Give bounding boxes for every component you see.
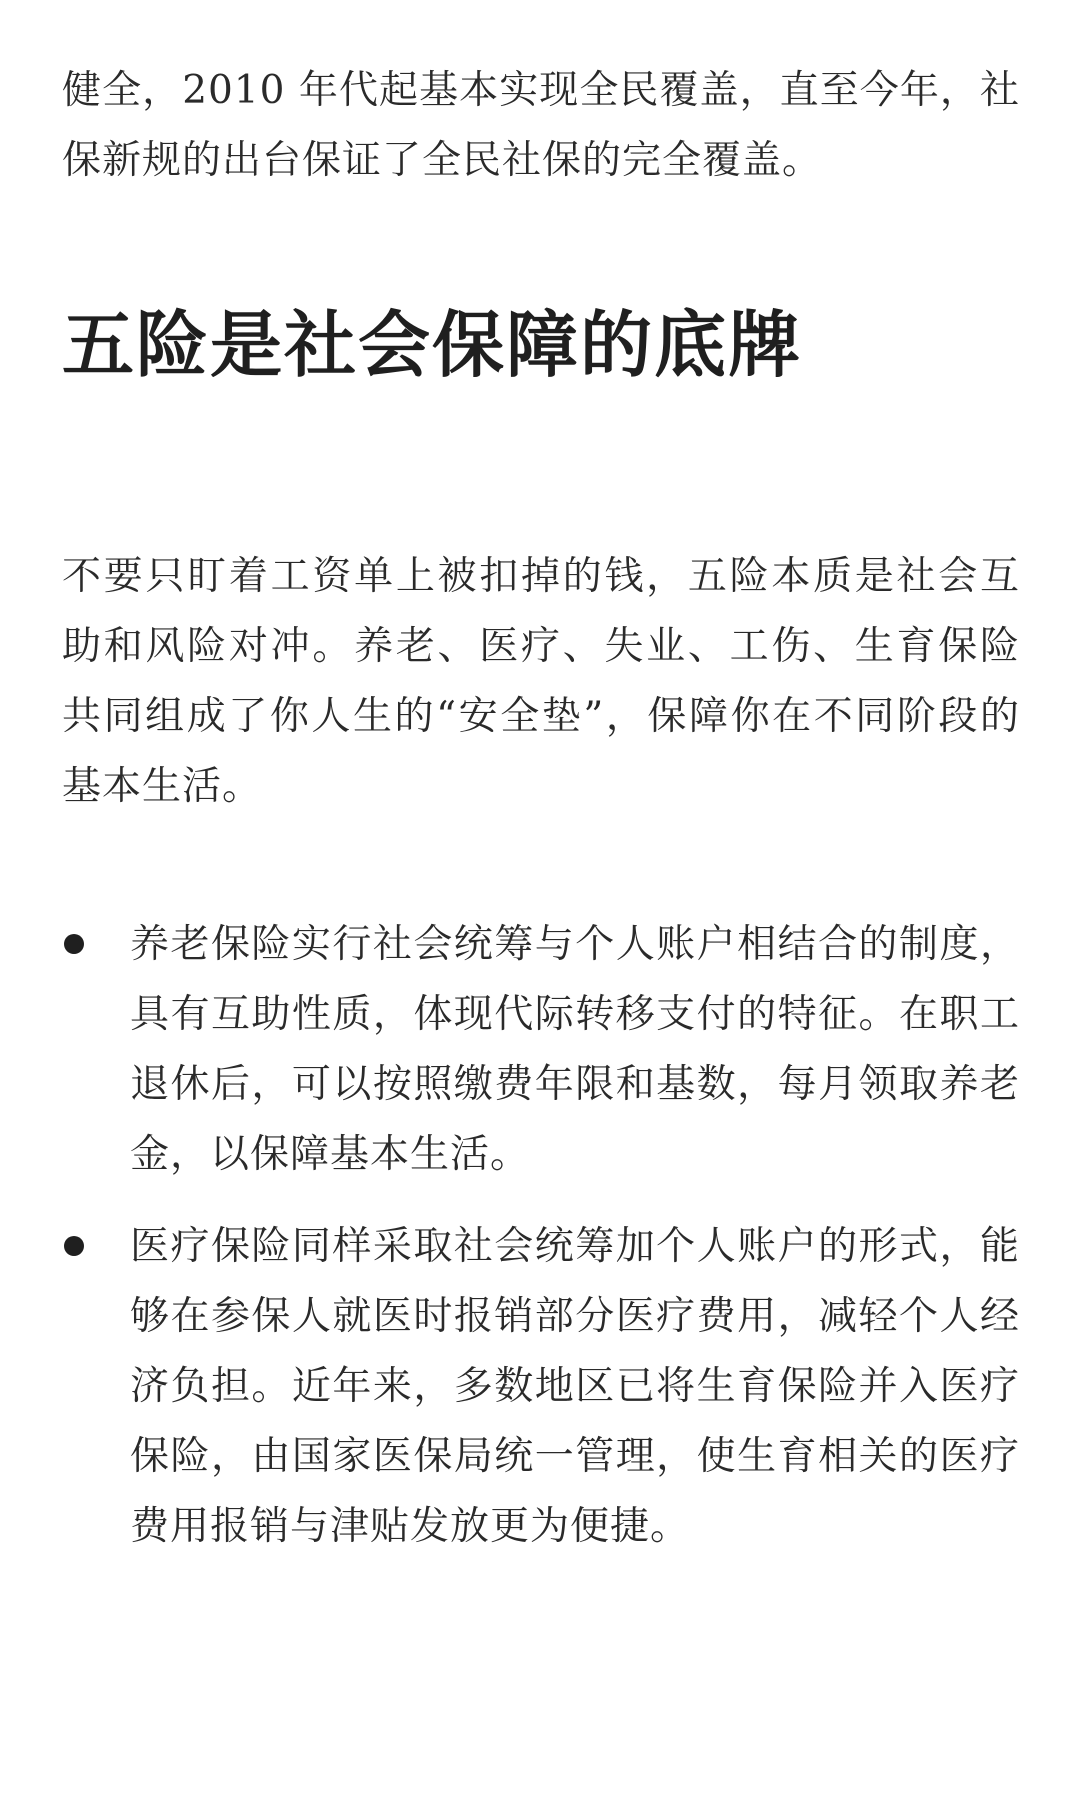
bullet-list: [62, 910, 1020, 1562]
bullet-dot-icon: [64, 934, 84, 954]
bullet-dot-icon: [64, 1236, 84, 1256]
section-title: 五险是社会保障的底牌: [62, 302, 803, 387]
bullet-item-medical: [62, 1212, 1020, 1562]
bullet-text-pension: 养老保险实行社会统筹与个人账户相结合的制度，具有互助性质，体现代际转移支付的特征。在职工退休后，可以按照缴费年限和基数，每月领取养老金，以保障基本生活。: [130, 922, 1020, 1177]
intro-paragraph: 健全，2010 年代起基本实现全民覆盖，直至今年，社保新规的出台保证了全民社保的完全覆盖。: [62, 68, 1020, 183]
bullet-text-medical: 医疗保险同样采取社会统筹加个人账户的形式，能够在参保人就医时报销部分医疗费用，减轻个人经济负担。近年来，多数地区已将生育保险并入医疗保险，由国家医保局统一管理，使生育相关的医疗费用报销与津贴发放更为便捷。: [130, 1224, 1020, 1549]
body-paragraph: 不要只盯着工资单上被扣掉的钱，五险本质是社会互助和风险对冲。养老、医疗、失业、工伤、生育保险共同组成了你人生的“安全垫”，保障你在不同阶段的基本生活。: [62, 554, 1020, 809]
bullet-item-pension: [62, 910, 1020, 1190]
